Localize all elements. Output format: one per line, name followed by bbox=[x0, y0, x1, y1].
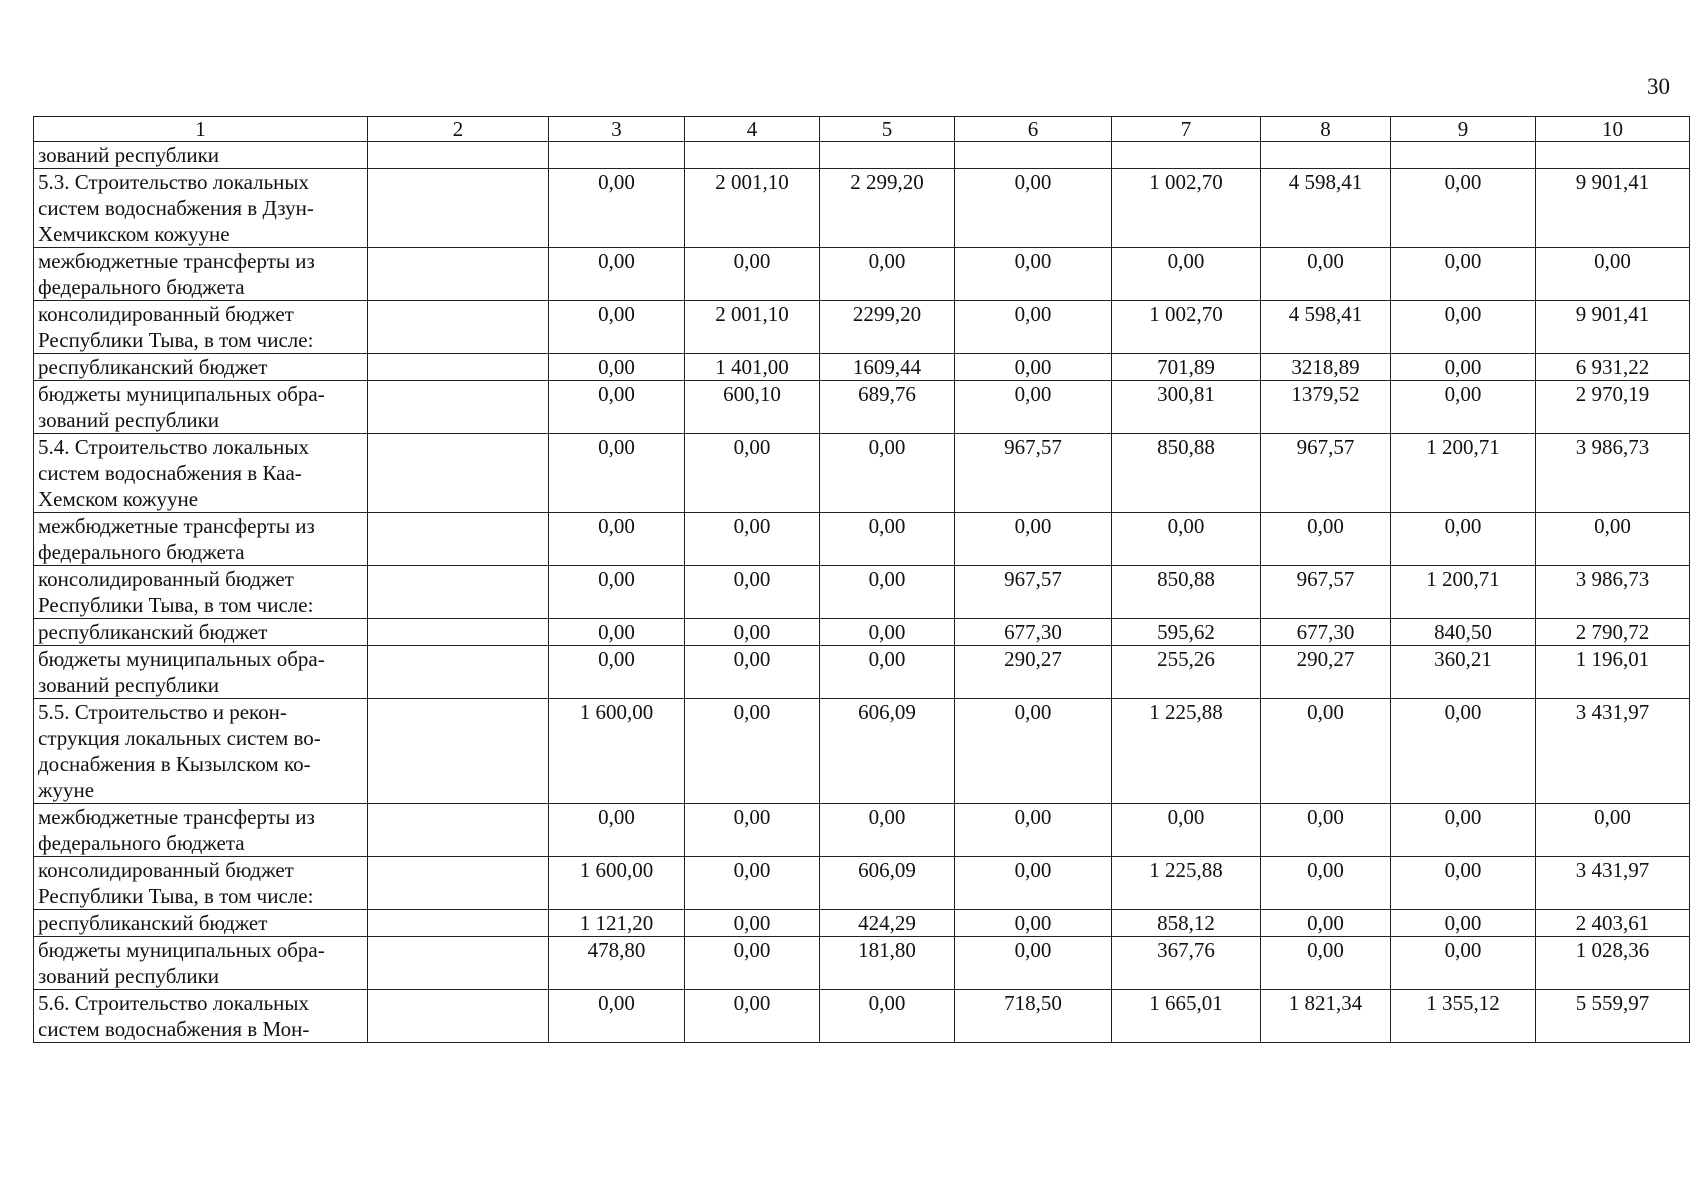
value-cell: 0,00 bbox=[549, 513, 685, 566]
value-cell: 0,00 bbox=[820, 990, 955, 1043]
value-cell: 0,00 bbox=[1391, 910, 1536, 937]
table-row bbox=[34, 857, 1690, 910]
col2-cell bbox=[368, 804, 549, 857]
row-label: зований республики bbox=[34, 142, 368, 169]
table-row bbox=[34, 434, 1690, 513]
value-cell: 2 001,10 bbox=[685, 301, 820, 354]
value-cell: 967,57 bbox=[955, 434, 1112, 513]
col2-cell bbox=[368, 169, 549, 248]
table-row bbox=[34, 142, 1690, 169]
row-label: 5.5. Строительство и рекон-струкция локальных систем во-доснабжения в Кызылском ко-жууне bbox=[34, 699, 368, 804]
value-cell bbox=[1391, 142, 1536, 169]
value-cell: 9 901,41 bbox=[1536, 169, 1690, 248]
table-row bbox=[34, 381, 1690, 434]
value-cell: 0,00 bbox=[1391, 857, 1536, 910]
value-cell: 606,09 bbox=[820, 857, 955, 910]
table-row bbox=[34, 646, 1690, 699]
value-cell: 0,00 bbox=[1391, 699, 1536, 804]
value-cell: 3 986,73 bbox=[1536, 434, 1690, 513]
value-cell: 5 559,97 bbox=[1536, 990, 1690, 1043]
column-header: 2 bbox=[368, 117, 549, 142]
value-cell: 718,50 bbox=[955, 990, 1112, 1043]
table-row bbox=[34, 619, 1690, 646]
header-row bbox=[34, 117, 1690, 142]
table-row bbox=[34, 248, 1690, 301]
row-label: 5.6. Строительство локальных систем водоснабжения в Мон- bbox=[34, 990, 368, 1043]
value-cell: 0,00 bbox=[549, 804, 685, 857]
value-cell: 0,00 bbox=[685, 857, 820, 910]
row-label: бюджеты муниципальных обра-зований республики bbox=[34, 937, 368, 990]
column-header: 1 bbox=[34, 117, 368, 142]
value-cell bbox=[549, 142, 685, 169]
column-header: 5 bbox=[820, 117, 955, 142]
value-cell: 0,00 bbox=[549, 354, 685, 381]
value-cell: 0,00 bbox=[820, 513, 955, 566]
value-cell bbox=[685, 142, 820, 169]
value-cell: 0,00 bbox=[955, 354, 1112, 381]
row-label: межбюджетные трансферты из федерального бюджета bbox=[34, 804, 368, 857]
value-cell: 0,00 bbox=[955, 248, 1112, 301]
value-cell: 858,12 bbox=[1112, 910, 1261, 937]
value-cell: 0,00 bbox=[685, 619, 820, 646]
value-cell: 3 986,73 bbox=[1536, 566, 1690, 619]
value-cell: 0,00 bbox=[549, 169, 685, 248]
value-cell: 1 200,71 bbox=[1391, 434, 1536, 513]
value-cell: 1 121,20 bbox=[549, 910, 685, 937]
table-row bbox=[34, 301, 1690, 354]
value-cell: 2 001,10 bbox=[685, 169, 820, 248]
value-cell bbox=[1261, 142, 1391, 169]
value-cell: 850,88 bbox=[1112, 566, 1261, 619]
value-cell: 600,10 bbox=[685, 381, 820, 434]
table-row bbox=[34, 513, 1690, 566]
value-cell: 0,00 bbox=[549, 248, 685, 301]
column-header: 7 bbox=[1112, 117, 1261, 142]
value-cell: 0,00 bbox=[1261, 248, 1391, 301]
value-cell: 1 225,88 bbox=[1112, 857, 1261, 910]
value-cell: 255,26 bbox=[1112, 646, 1261, 699]
value-cell: 0,00 bbox=[820, 434, 955, 513]
value-cell: 1609,44 bbox=[820, 354, 955, 381]
value-cell: 478,80 bbox=[549, 937, 685, 990]
budget-table bbox=[33, 116, 1690, 1043]
value-cell: 0,00 bbox=[685, 699, 820, 804]
col2-cell bbox=[368, 434, 549, 513]
col2-cell bbox=[368, 142, 549, 169]
value-cell: 3 431,97 bbox=[1536, 699, 1690, 804]
value-cell: 677,30 bbox=[1261, 619, 1391, 646]
row-label: 5.3. Строительство локальных систем водоснабжения в Дзун-Хемчикском кожууне bbox=[34, 169, 368, 248]
value-cell: 2 790,72 bbox=[1536, 619, 1690, 646]
value-cell: 0,00 bbox=[955, 910, 1112, 937]
row-label: 5.4. Строительство локальных систем водоснабжения в Каа-Хемском кожууне bbox=[34, 434, 368, 513]
value-cell: 0,00 bbox=[1391, 248, 1536, 301]
value-cell: 0,00 bbox=[955, 513, 1112, 566]
col2-cell bbox=[368, 619, 549, 646]
col2-cell bbox=[368, 566, 549, 619]
value-cell bbox=[820, 142, 955, 169]
row-label: межбюджетные трансферты из федерального бюджета bbox=[34, 513, 368, 566]
col2-cell bbox=[368, 513, 549, 566]
value-cell: 0,00 bbox=[1261, 513, 1391, 566]
value-cell: 290,27 bbox=[955, 646, 1112, 699]
table-row bbox=[34, 169, 1690, 248]
value-cell: 1 665,01 bbox=[1112, 990, 1261, 1043]
value-cell: 0,00 bbox=[1391, 381, 1536, 434]
value-cell: 0,00 bbox=[1261, 699, 1391, 804]
col2-cell bbox=[368, 910, 549, 937]
value-cell bbox=[1112, 142, 1261, 169]
value-cell: 2 299,20 bbox=[820, 169, 955, 248]
value-cell: 701,89 bbox=[1112, 354, 1261, 381]
value-cell: 1 196,01 bbox=[1536, 646, 1690, 699]
value-cell: 0,00 bbox=[1536, 804, 1690, 857]
table-row bbox=[34, 937, 1690, 990]
table-row bbox=[34, 990, 1690, 1043]
value-cell: 3 431,97 bbox=[1536, 857, 1690, 910]
value-cell: 0,00 bbox=[955, 804, 1112, 857]
row-label: консолидированный бюджет Республики Тыва, в том числе: bbox=[34, 301, 368, 354]
value-cell: 6 931,22 bbox=[1536, 354, 1690, 381]
value-cell: 1 200,71 bbox=[1391, 566, 1536, 619]
value-cell: 0,00 bbox=[685, 804, 820, 857]
table-body bbox=[34, 142, 1690, 1043]
col2-cell bbox=[368, 646, 549, 699]
value-cell: 0,00 bbox=[1261, 804, 1391, 857]
value-cell: 300,81 bbox=[1112, 381, 1261, 434]
value-cell: 0,00 bbox=[685, 513, 820, 566]
row-label: республиканский бюджет bbox=[34, 619, 368, 646]
value-cell: 840,50 bbox=[1391, 619, 1536, 646]
value-cell: 1 002,70 bbox=[1112, 169, 1261, 248]
value-cell: 1 225,88 bbox=[1112, 699, 1261, 804]
value-cell: 360,21 bbox=[1391, 646, 1536, 699]
value-cell: 424,29 bbox=[820, 910, 955, 937]
value-cell: 0,00 bbox=[685, 910, 820, 937]
table-row bbox=[34, 354, 1690, 381]
value-cell: 2299,20 bbox=[820, 301, 955, 354]
value-cell: 1 401,00 bbox=[685, 354, 820, 381]
value-cell: 4 598,41 bbox=[1261, 169, 1391, 248]
col2-cell bbox=[368, 381, 549, 434]
value-cell: 0,00 bbox=[1536, 248, 1690, 301]
col2-cell bbox=[368, 937, 549, 990]
value-cell: 0,00 bbox=[549, 381, 685, 434]
value-cell: 0,00 bbox=[1112, 804, 1261, 857]
column-header: 8 bbox=[1261, 117, 1391, 142]
value-cell: 0,00 bbox=[1536, 513, 1690, 566]
value-cell: 0,00 bbox=[685, 646, 820, 699]
value-cell: 967,57 bbox=[1261, 566, 1391, 619]
value-cell: 290,27 bbox=[1261, 646, 1391, 699]
value-cell: 2 970,19 bbox=[1536, 381, 1690, 434]
page-number: 30 bbox=[1647, 74, 1670, 99]
column-header: 10 bbox=[1536, 117, 1690, 142]
col2-cell bbox=[368, 699, 549, 804]
row-label: республиканский бюджет bbox=[34, 354, 368, 381]
value-cell: 1 002,70 bbox=[1112, 301, 1261, 354]
row-label: бюджеты муниципальных обра-зований республики bbox=[34, 381, 368, 434]
value-cell: 9 901,41 bbox=[1536, 301, 1690, 354]
column-header: 4 bbox=[685, 117, 820, 142]
value-cell: 0,00 bbox=[685, 566, 820, 619]
value-cell: 0,00 bbox=[955, 301, 1112, 354]
value-cell: 0,00 bbox=[1391, 301, 1536, 354]
col2-cell bbox=[368, 857, 549, 910]
value-cell: 1 600,00 bbox=[549, 857, 685, 910]
table-row bbox=[34, 910, 1690, 937]
value-cell: 4 598,41 bbox=[1261, 301, 1391, 354]
value-cell: 1 821,34 bbox=[1261, 990, 1391, 1043]
row-label: бюджеты муниципальных обра-зований республики bbox=[34, 646, 368, 699]
value-cell: 606,09 bbox=[820, 699, 955, 804]
value-cell: 0,00 bbox=[1112, 513, 1261, 566]
value-cell: 0,00 bbox=[1391, 804, 1536, 857]
value-cell bbox=[1536, 142, 1690, 169]
value-cell: 2 403,61 bbox=[1536, 910, 1690, 937]
value-cell: 0,00 bbox=[685, 248, 820, 301]
column-header: 3 bbox=[549, 117, 685, 142]
row-label: консолидированный бюджет Республики Тыва, в том числе: bbox=[34, 857, 368, 910]
value-cell: 0,00 bbox=[549, 990, 685, 1043]
value-cell: 677,30 bbox=[955, 619, 1112, 646]
table-row bbox=[34, 566, 1690, 619]
value-cell: 0,00 bbox=[1112, 248, 1261, 301]
column-header: 6 bbox=[955, 117, 1112, 142]
value-cell: 0,00 bbox=[549, 301, 685, 354]
value-cell: 0,00 bbox=[955, 937, 1112, 990]
value-cell: 367,76 bbox=[1112, 937, 1261, 990]
value-cell: 0,00 bbox=[1391, 169, 1536, 248]
value-cell: 967,57 bbox=[1261, 434, 1391, 513]
value-cell: 689,76 bbox=[820, 381, 955, 434]
value-cell: 0,00 bbox=[1261, 910, 1391, 937]
value-cell: 0,00 bbox=[820, 646, 955, 699]
value-cell: 3218,89 bbox=[1261, 354, 1391, 381]
column-header: 9 bbox=[1391, 117, 1536, 142]
value-cell: 850,88 bbox=[1112, 434, 1261, 513]
value-cell: 0,00 bbox=[820, 804, 955, 857]
value-cell: 0,00 bbox=[1261, 937, 1391, 990]
value-cell: 1 028,36 bbox=[1536, 937, 1690, 990]
row-label: консолидированный бюджет Республики Тыва, в том числе: bbox=[34, 566, 368, 619]
value-cell: 0,00 bbox=[1391, 937, 1536, 990]
table-row bbox=[34, 804, 1690, 857]
value-cell: 0,00 bbox=[685, 434, 820, 513]
value-cell: 0,00 bbox=[549, 619, 685, 646]
col2-cell bbox=[368, 248, 549, 301]
value-cell: 0,00 bbox=[955, 699, 1112, 804]
value-cell: 0,00 bbox=[820, 566, 955, 619]
value-cell: 0,00 bbox=[549, 646, 685, 699]
value-cell: 595,62 bbox=[1112, 619, 1261, 646]
value-cell: 181,80 bbox=[820, 937, 955, 990]
table-row bbox=[34, 699, 1690, 804]
value-cell: 967,57 bbox=[955, 566, 1112, 619]
value-cell: 0,00 bbox=[1391, 354, 1536, 381]
value-cell: 0,00 bbox=[955, 857, 1112, 910]
value-cell: 0,00 bbox=[955, 381, 1112, 434]
value-cell: 0,00 bbox=[820, 248, 955, 301]
value-cell: 0,00 bbox=[549, 434, 685, 513]
col2-cell bbox=[368, 354, 549, 381]
value-cell: 1379,52 bbox=[1261, 381, 1391, 434]
value-cell: 0,00 bbox=[685, 937, 820, 990]
value-cell: 0,00 bbox=[549, 566, 685, 619]
value-cell: 1 600,00 bbox=[549, 699, 685, 804]
value-cell: 0,00 bbox=[955, 169, 1112, 248]
value-cell: 0,00 bbox=[1261, 857, 1391, 910]
col2-cell bbox=[368, 990, 549, 1043]
col2-cell bbox=[368, 301, 549, 354]
row-label: республиканский бюджет bbox=[34, 910, 368, 937]
value-cell: 0,00 bbox=[820, 619, 955, 646]
value-cell: 0,00 bbox=[685, 990, 820, 1043]
value-cell: 1 355,12 bbox=[1391, 990, 1536, 1043]
value-cell bbox=[955, 142, 1112, 169]
row-label: межбюджетные трансферты из федерального бюджета bbox=[34, 248, 368, 301]
value-cell: 0,00 bbox=[1391, 513, 1536, 566]
